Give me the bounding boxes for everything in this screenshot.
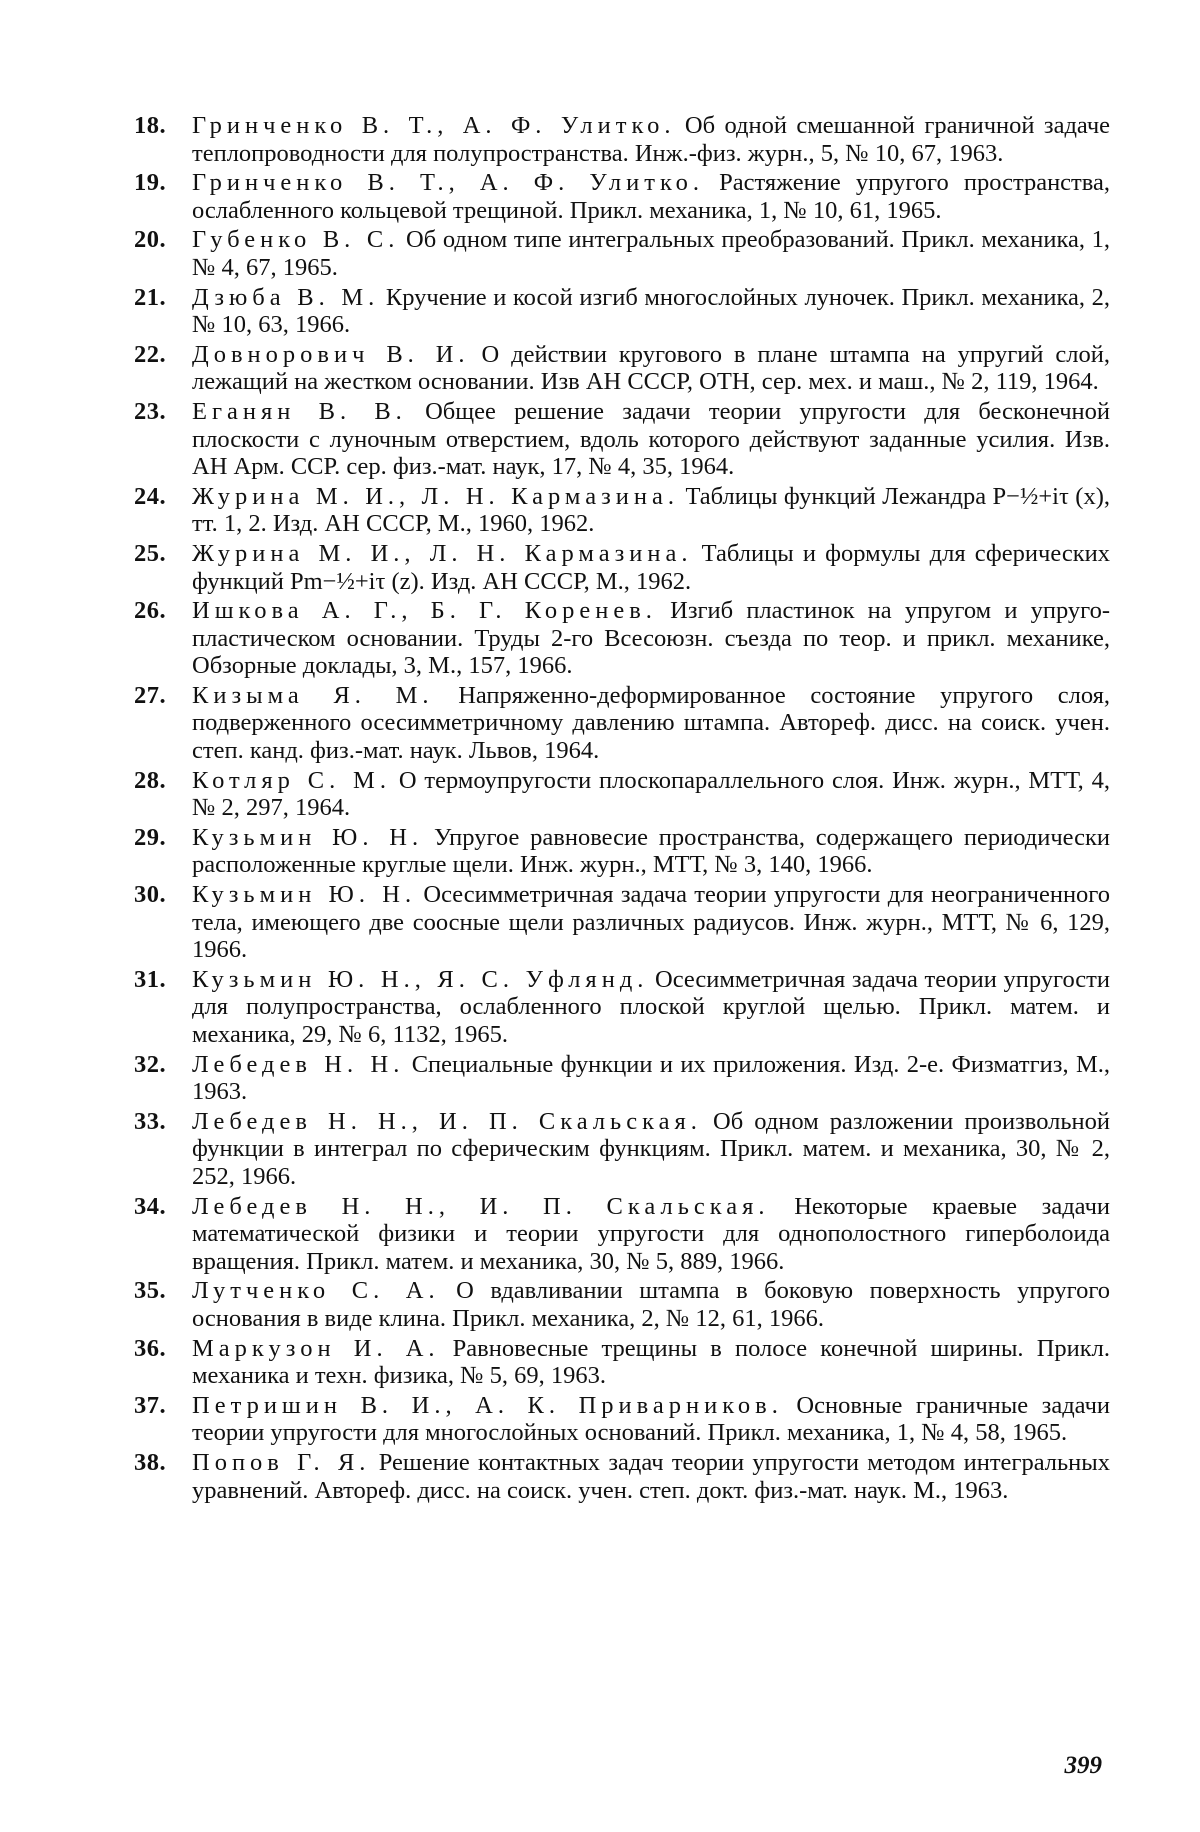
reference-entry [134,1108,1110,1191]
reference-number: 20. [134,226,167,254]
reference-text: Кручение и косой изгиб многослойных луночек. Прикл. механика, 2, № 10, 63, 1966. [192,283,1110,339]
reference-authors: Гринченко В. Т., А. Ф. Улитко. [192,112,676,139]
reference-number: 36. [134,1334,167,1362]
reference-entry [134,824,1110,879]
reference-entry [134,881,1110,964]
reference-authors: Кизыма Я. М. [192,681,434,709]
reference-entry [134,1051,1110,1106]
reference-number: 38. [134,1448,167,1476]
reference-text: О действии кругового в плане штампа на упругий слой, лежащий на жестком основании. Изв АН СССР, ОТН, сер. мех. и маш., № 2, 119, 1964. [192,340,1110,396]
reference-number: 32. [134,1050,167,1078]
reference-text: Равновесные трещины в полосе конечной ширины. Прикл. механика и техн. физика, № 5, 69, 1963. [192,1334,1110,1390]
reference-list [134,112,1110,1504]
reference-entry [134,682,1110,765]
reference-text: Специальные функции и их приложения. Изд. 2-е. Физматгиз, М., 1963. [192,1050,1111,1106]
reference-text: Растяжение упругого пространства, ослабленного кольцевой трещиной. Прикл. механика, 1, № 10, 61, 1965. [192,169,1111,224]
reference-number: 19. [134,169,167,197]
reference-text: Об одном разложении произвольной функции в интеграл по сферическим функциям. Прикл. матем. и механика, 30, № 2, 252, 1966. [192,1107,1110,1190]
reference-authors: Лутченко С. А. [192,1277,440,1305]
reference-text: Основные граничные задачи теории упругости для многослойных оснований. Прикл. механика, 1, № 4, 58, 1965. [192,1391,1111,1447]
reference-authors: Журина М. И., Л. Н. Кармазина. [192,482,679,510]
reference-authors: Еганян В. В. [192,397,407,425]
reference-entry [134,226,1110,281]
reference-entry [134,341,1110,396]
reference-entry [134,597,1110,680]
reference-text: Общее решение задачи теории упругости для бесконечной плоскости с луночным отверстием, вдоль которого действуют заданные усилия. Изв. АН Арм. ССР. сер. физ.-мат. наук, 17, № 4, 35, 1964. [192,397,1110,481]
reference-text: Упругое равновесие пространства, содержащего периодически расположенные круглые щели. Инж. журн., МТТ, № 3, 140, 1966. [192,823,1111,879]
reference-text: Осесимметричная задача теории упругости для неограниченного тела, имеющего две соосные щели различных радиусов. Инж. журн., МТТ, № 6, 129, 1966. [192,881,1110,964]
reference-entry [134,1277,1110,1332]
reference-number: 25. [134,539,167,567]
reference-number: 22. [134,340,167,368]
reference-text: Некоторые краевые задачи математической физики и теории упругости для однополостного гиперболоида вращения. Прикл. матем. и механика, 30, № 5, 889, 1966. [192,1192,1111,1275]
reference-entry [134,1193,1110,1276]
reference-authors: Дзюба В. М. [192,283,380,311]
reference-authors: Лебедев Н. Н., И. П. Скальская. [192,1192,770,1220]
reference-text: Таблицы и формулы для сферических функций Pm−½+iτ (z). Изд. АН СССР, М., 1962. [192,539,1110,595]
reference-authors: Кузьмин Ю. Н. [192,881,417,909]
reference-authors: Лебедев Н. Н., И. П. Скальская. [192,1107,702,1135]
reference-number: 35. [134,1277,167,1305]
reference-entry [134,112,1110,167]
reference-text: Напряженно-деформированное состояние упругого слоя, подверженного осесимметричному давлению штампа. Автореф. дисс. на соиск. учен. степ. канд. физ.-мат. наук. Львов, 1964. [192,681,1111,765]
reference-number: 23. [134,397,167,425]
reference-number: 28. [134,766,167,794]
reference-authors: Попов Г. Я. [192,1448,371,1476]
reference-text: О термоупругости плоскопараллельного слоя. Инж. журн., МТТ, 4, № 2, 297, 1964. [192,766,1111,822]
reference-entry [134,398,1110,481]
reference-number: 34. [134,1192,167,1220]
reference-number: 31. [134,965,167,993]
reference-text: О вдавливании штампа в боковую поверхность упругого основания в виде клина. Прикл. механика, 2, № 12, 61, 1966. [192,1277,1111,1332]
reference-text: Изгиб пластинок на упругом и упруго-пластическом основании. Труды 2-го Всесоюзн. съезда по теор. и прикл. механике, Обзорные доклады, 3, М., 157, 1966. [192,597,1111,680]
reference-number: 26. [134,597,167,625]
reference-authors: Губенко В. С. [192,226,400,254]
reference-text: Решение контактных задач теории упругости методом интегральных уравнений. Автореф. дисс. на соиск. учен. степ. докт. физ.-мат. наук. М., 1963. [192,1448,1111,1504]
reference-entry [134,1392,1110,1447]
reference-entry [134,1335,1110,1390]
reference-number: 21. [134,283,167,311]
reference-authors: Котляр С. М. [192,766,391,794]
reference-entry [134,1449,1110,1504]
reference-entry [134,169,1110,224]
reference-number: 27. [134,681,167,709]
reference-authors: Ишкова А. Г., Б. Г. Коренев. [192,597,657,625]
reference-number: 24. [134,482,167,510]
reference-number: 29. [134,823,167,851]
reference-text: Таблицы функций Лежандра P−½+iτ (x), тт. 1, 2. Изд. АН СССР, М., 1960, 1962. [192,482,1110,538]
reference-entry [134,284,1110,339]
reference-number: 37. [134,1391,167,1419]
reference-authors: Гринченко В. Т., А. Ф. Улитко. [192,169,705,197]
reference-number: 33. [134,1107,167,1135]
reference-authors: Петришин В. И., А. К. Приварников. [192,1391,783,1419]
reference-number: 30. [134,881,167,909]
reference-text: Об одном типе интегральных преобразований. Прикл. механика, 1, № 4, 67, 1965. [192,226,1110,281]
reference-entry [134,483,1110,538]
reference-authors: Кузьмин Ю. Н. [192,823,424,851]
reference-text: Об одной смешанной граничной задаче теплопроводности для полупространства. Инж.-физ. журн., 5, № 10, 67, 1963. [192,112,1111,167]
reference-number: 18. [134,112,167,139]
reference-authors: Маркузон И. А. [192,1334,440,1362]
reference-entry [134,540,1110,595]
reference-authors: Журина М. И., Л. Н. Кармазина. [192,539,693,567]
page-number: 399 [1064,1752,1102,1779]
reference-text: Осесимметричная задача теории упругости для полупространства, ослабленного плоской круглой щелью. Прикл. матем. и механика, 29, № 6, 1132, 1965. [192,965,1111,1048]
reference-entry [134,767,1110,822]
reference-entry [134,966,1110,1049]
reference-authors: Кузьмин Ю. Н., Я. С. Уфлянд. [192,965,649,993]
reference-authors: Довнорович В. И. [192,340,470,368]
reference-authors: Лебедев Н. Н. [192,1050,405,1078]
